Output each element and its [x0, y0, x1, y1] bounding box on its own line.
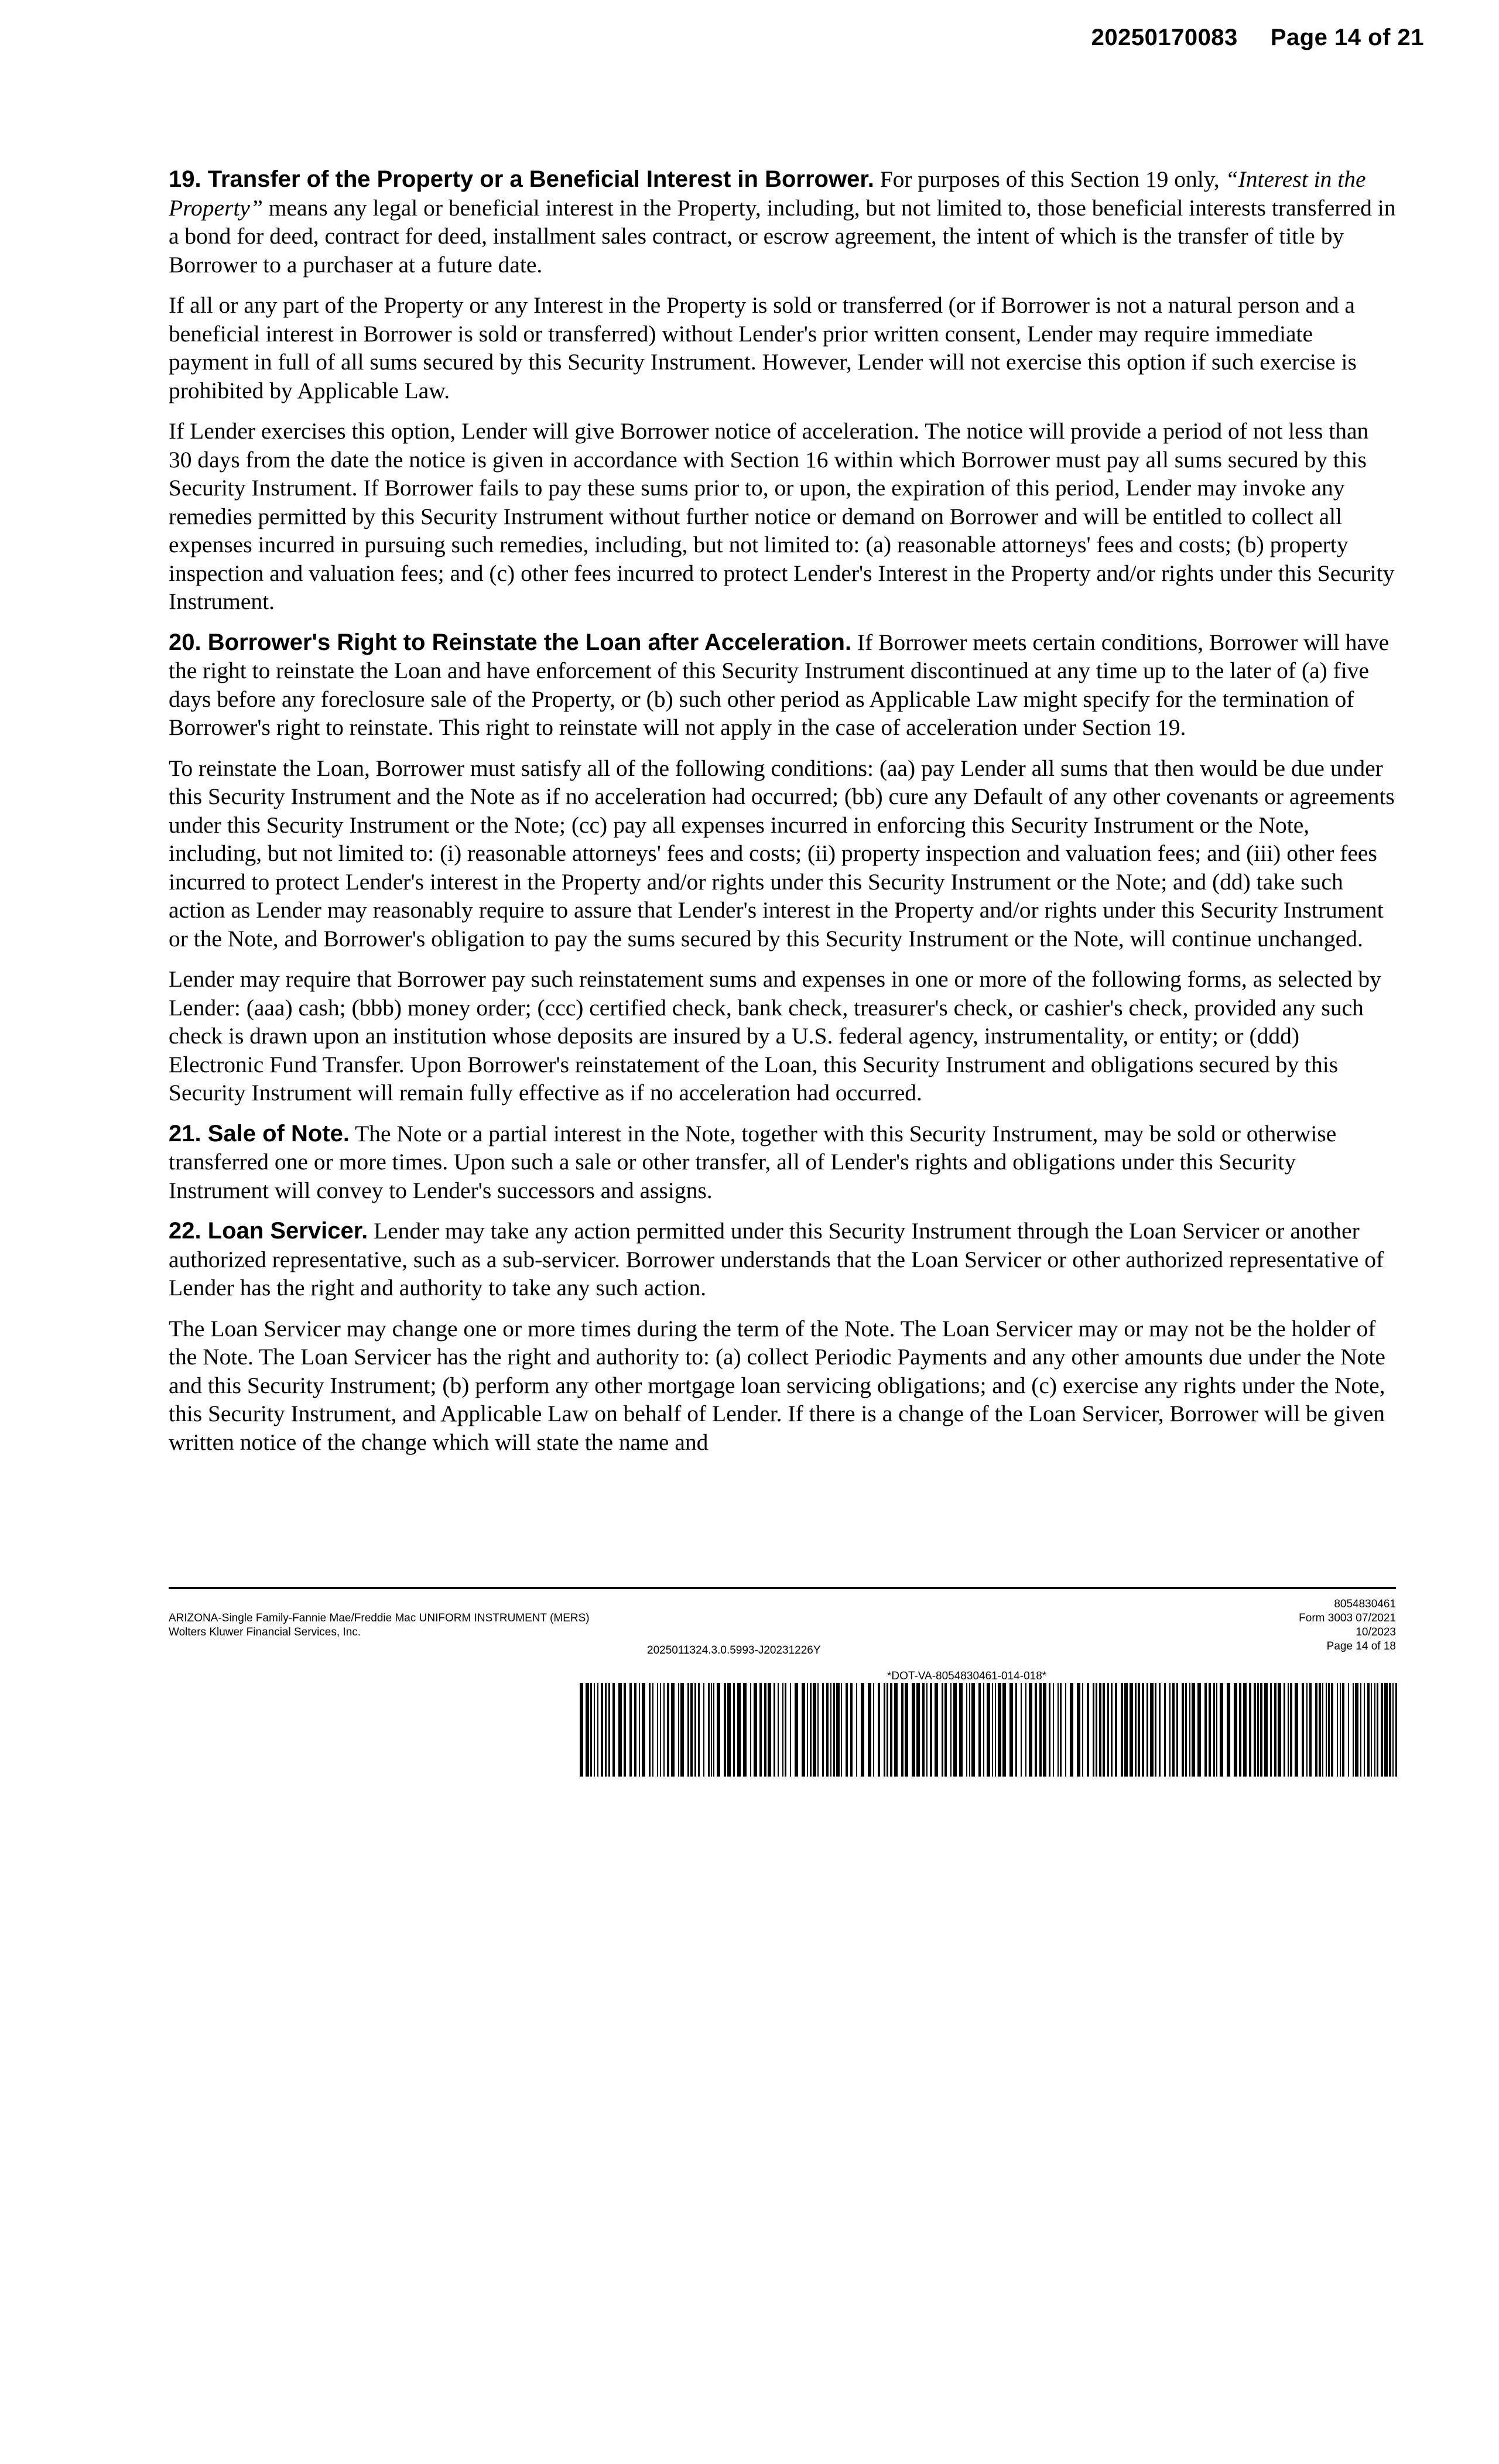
barcode-bar — [1103, 1683, 1105, 1777]
barcode-bar — [698, 1683, 700, 1777]
barcode-bar — [978, 1683, 981, 1777]
barcode-bar — [1220, 1683, 1223, 1777]
barcode-bar — [887, 1683, 888, 1777]
barcode-bar — [1159, 1683, 1161, 1777]
barcode-bar — [807, 1683, 808, 1777]
barcode-bar — [1209, 1683, 1211, 1777]
barcode-bar — [1204, 1683, 1207, 1777]
footer-form-info — [169, 1611, 590, 1640]
barcode-bar — [1189, 1683, 1190, 1777]
form-page: Page 14 of 18 — [1326, 1640, 1396, 1652]
barcode-bar — [671, 1683, 675, 1777]
barcode-bar — [817, 1683, 819, 1777]
section-22-paragraph-1: 22. Loan Servicer. Lender may take any action permitted under this Security Instrument through the Loan Servicer or another authorized representative, such as a sub-servicer. Borrower understands that the Loan Servicer or other authorized representative of Lender has the right and authority to take any such action. — [169, 1218, 1384, 1301]
section-21-paragraph-1: 21. Sale of Note. The Note or a partial interest in the Note, together with this Security Instrument, may be sold or otherwise transferred one or more times. Upon such a sale or other transfer, all of Lender's rights and obligations under this Security Instrument will convey to Lender's successors and assigns. — [169, 1120, 1337, 1203]
barcode-bar — [1315, 1683, 1317, 1777]
barcode-bar — [727, 1683, 731, 1777]
barcode-bar — [813, 1683, 816, 1777]
barcode-bar — [959, 1683, 963, 1777]
barcode-bar — [1087, 1683, 1089, 1777]
barcode-bar — [950, 1683, 952, 1777]
publisher: Wolters Kluwer Financial Services, Inc. — [169, 1626, 361, 1638]
barcode-bar — [1377, 1683, 1378, 1777]
barcode-bar — [1389, 1683, 1391, 1777]
section-22-heading: 22. Loan Servicer. — [169, 1218, 368, 1244]
barcode-bar — [1029, 1683, 1032, 1777]
section-19-paragraph-3: If Lender exercises this option, Lender will give Borrower notice of acceleration. The notice will provide a period of not less than 30 days from the date the notice is given in accordance with Section 16 within which Borrower must pay all sums secured by this Security Instrument. If Borrower fails to pay these sums prior to, or upon, the expiration of this period, Lender may invoke any remedies permitted by this Security Instrument without further notice or demand on Borrower and will be entitled to collect all expenses incurred in pursuing such remedies, including, but not limited to: (a) reasonable attorneys' fees and costs; (b) property inspection and valuation fees; and (c) other fees incurred to protect Lender's Interest in the Property and/or rights under this Security Instrument. — [169, 418, 1395, 614]
loan-number: 8054830461 — [1334, 1598, 1396, 1610]
barcode-bar — [708, 1683, 710, 1777]
barcode-bar — [711, 1683, 712, 1777]
barcode-bar — [1309, 1683, 1312, 1777]
barcode-bar — [1002, 1683, 1006, 1777]
barcode-bar — [690, 1683, 693, 1777]
barcode-bar — [1164, 1683, 1166, 1777]
barcode-bar — [833, 1683, 835, 1777]
barcode-bar — [969, 1683, 970, 1777]
footer-divider — [169, 1587, 1396, 1589]
barcode-bar — [1234, 1683, 1237, 1777]
barcode-bar — [590, 1683, 592, 1777]
page-header — [1091, 25, 1424, 51]
form-number: Form 3003 07/2021 — [1299, 1612, 1396, 1624]
barcode-bar — [1326, 1683, 1327, 1777]
barcode-bar — [1243, 1683, 1247, 1777]
barcode-bar — [1021, 1683, 1022, 1777]
barcode-bar — [667, 1683, 669, 1777]
barcode-bar — [861, 1683, 864, 1777]
barcode-bar — [1135, 1683, 1137, 1777]
section-20-heading: 20. Borrower's Right to Reinstate the Loan after Acceleration. — [169, 629, 852, 655]
barcode-bar — [1328, 1683, 1330, 1777]
barcode-bar — [1070, 1683, 1073, 1777]
document-code: 2025011324.3.0.5993-J20231226Y — [647, 1644, 821, 1657]
barcode-bar — [1043, 1683, 1046, 1777]
barcode-bar — [1392, 1683, 1394, 1777]
barcode-bar — [1065, 1683, 1066, 1777]
barcode-bar — [1355, 1683, 1358, 1777]
barcode-bar — [594, 1683, 595, 1777]
barcode-bar — [1260, 1683, 1262, 1777]
barcode-bar — [1227, 1683, 1230, 1777]
barcode-bar — [1096, 1683, 1097, 1777]
barcode-bar — [724, 1683, 726, 1777]
barcode-bar — [1099, 1683, 1101, 1777]
barcode-bar — [1111, 1683, 1113, 1777]
barcode-bar — [1197, 1683, 1201, 1777]
barcode-bar — [778, 1683, 779, 1777]
barcode-bar — [926, 1683, 928, 1777]
barcode-bar — [1360, 1683, 1361, 1777]
barcode-bar — [830, 1683, 831, 1777]
barcode-bar — [618, 1683, 622, 1777]
barcode-bar — [743, 1683, 747, 1777]
barcode-bar — [737, 1683, 741, 1777]
barcode-bar — [1176, 1683, 1178, 1777]
barcode-bar — [1340, 1683, 1341, 1777]
barcode-bar — [759, 1683, 762, 1777]
barcode-bar — [944, 1683, 947, 1777]
barcode-bar — [868, 1683, 871, 1777]
barcode-bar — [995, 1683, 996, 1777]
barcode-bar — [873, 1683, 874, 1777]
barcode-bar — [901, 1683, 903, 1777]
barcode-bar — [1274, 1683, 1276, 1777]
barcode-bar — [935, 1683, 938, 1777]
barcode-bar — [1239, 1683, 1241, 1777]
barcode-bar — [1302, 1683, 1304, 1777]
defined-term: “Interest in the Property” — [169, 166, 1366, 221]
barcode-bar — [1121, 1683, 1123, 1777]
barcode-bar — [1216, 1683, 1217, 1777]
barcode-bar — [1169, 1683, 1171, 1777]
barcode-bar — [942, 1683, 943, 1777]
barcode-bar — [717, 1683, 720, 1777]
barcode-bar — [703, 1683, 704, 1777]
barcode-bar — [971, 1683, 975, 1777]
barcode-bar — [846, 1683, 848, 1777]
barcode-bar — [750, 1683, 751, 1777]
barcode-bar — [1270, 1683, 1272, 1777]
barcode-bar — [652, 1683, 653, 1777]
barcode-bar — [713, 1683, 714, 1777]
barcode-bar — [1353, 1683, 1354, 1777]
barcode-bar — [660, 1683, 661, 1777]
barcode-bar — [1342, 1683, 1344, 1777]
barcode-bar — [754, 1683, 757, 1777]
barcode-bar — [612, 1683, 615, 1777]
footer-form-meta — [1299, 1597, 1396, 1654]
barcode-bar — [1284, 1683, 1285, 1777]
barcode-bar — [1384, 1683, 1388, 1777]
barcode-bar — [1049, 1683, 1050, 1777]
barcode-bar — [586, 1683, 589, 1777]
barcode-bar — [687, 1683, 689, 1777]
barcode-bar — [878, 1683, 880, 1777]
barcode-bar — [1278, 1683, 1281, 1777]
barcode-bar — [1155, 1683, 1156, 1777]
barcode-bar — [649, 1683, 651, 1777]
barcode-bar — [733, 1683, 735, 1777]
barcode — [580, 1683, 1397, 1777]
barcode-bar — [1306, 1683, 1308, 1777]
barcode-bar — [953, 1683, 957, 1777]
barcode-bar — [1381, 1683, 1383, 1777]
barcode-bar — [1077, 1683, 1080, 1777]
barcode-bar — [580, 1683, 583, 1777]
barcode-bar — [802, 1683, 805, 1777]
barcode-bar — [905, 1683, 908, 1777]
barcode-bar — [790, 1683, 791, 1777]
barcode-bar — [826, 1683, 829, 1777]
barcode-bar — [992, 1683, 993, 1777]
document-body — [169, 165, 1396, 1469]
barcode-bar — [1015, 1683, 1017, 1777]
barcode-bar — [601, 1683, 603, 1777]
barcode-bar — [850, 1683, 853, 1777]
section-19-paragraph-2: If all or any part of the Property or any Interest in the Property is sold or transferred (or if Borrower is not a natural person and a beneficial interest in Borrower is sold or transferred) without Lender's prior written consent, Lender may require immediate payment in full of all sums secured by this Security Instrument. However, Lender will not exercise this option if such exercise is prohibited by Applicable Law. — [169, 292, 1357, 403]
barcode-bar — [1060, 1683, 1062, 1777]
barcode-bar — [1371, 1683, 1372, 1777]
barcode-bar — [1295, 1683, 1298, 1777]
barcode-bar — [890, 1683, 892, 1777]
barcode-bar — [1249, 1683, 1251, 1777]
barcode-bar — [680, 1683, 684, 1777]
barcode-bar — [764, 1683, 766, 1777]
barcode-bar — [1039, 1683, 1042, 1777]
barcode-bar — [1138, 1683, 1140, 1777]
barcode-bar — [1057, 1683, 1059, 1777]
barcode-bar — [1025, 1683, 1026, 1777]
barcode-bar — [884, 1683, 885, 1777]
section-20-paragraph-2: To reinstate the Loan, Borrower must satisfy all of the following conditions: (aa) pay Lender all sums that then would be due under this Security Instrument and the Note as if no acceleration had occurred; (bb) cure any Default of any other covenants or agreements under this Security Instrument or the Note; (cc) pay all expenses incurred in enforcing this Security Instrument or the Note, including, but not limited to: (i) reasonable attorneys' fees and costs; (ii) property inspection and valuation fees; and (iii) other fees incurred to protect Lender's interest in the Property and/or rights under this Security Instrument or the Note; and (dd) take such action as Lender may reasonably require to assure that Lender's interest in the Property and/or rights under this Security Instrument or the Note, and Borrower's obligation to pay the sums secured by this Security Instrument or the Note, will continue unchanged. — [169, 755, 1395, 952]
barcode-bar — [634, 1683, 636, 1777]
barcode-bar — [822, 1683, 824, 1777]
barcode-bar — [605, 1683, 607, 1777]
barcode-bar — [1172, 1683, 1175, 1777]
barcode-bar — [1150, 1683, 1154, 1777]
page-number: Page 14 of 21 — [1270, 25, 1424, 50]
barcode-bar — [966, 1683, 967, 1777]
barcode-bar — [768, 1683, 771, 1777]
barcode-bar — [1082, 1683, 1083, 1777]
barcode-bar — [1093, 1683, 1094, 1777]
barcode-bar — [1107, 1683, 1109, 1777]
barcode-bar — [639, 1683, 640, 1777]
barcode-bar — [1147, 1683, 1148, 1777]
form-revision: 10/2023 — [1356, 1626, 1396, 1638]
barcode-bar — [810, 1683, 812, 1777]
barcode-bar — [912, 1683, 915, 1777]
barcode-bar — [624, 1683, 626, 1777]
barcode-bar — [1331, 1683, 1333, 1777]
barcode-bar — [1364, 1683, 1365, 1777]
barcode-bar — [1257, 1683, 1259, 1777]
barcode-bar — [1035, 1683, 1037, 1777]
barcode-bar — [1395, 1683, 1397, 1777]
barcode-bar — [1374, 1683, 1375, 1777]
barcode-bar — [894, 1683, 898, 1777]
form-title: ARIZONA-Single Family-Fannie Mae/Freddie Mac UNIFORM INSTRUMENT (MERS) — [169, 1612, 590, 1624]
barcode-bar — [1367, 1683, 1370, 1777]
barcode-bar — [998, 1683, 1001, 1777]
barcode-bar — [856, 1683, 857, 1777]
section-19-heading: 19. Transfer of the Property or a Beneficial Interest in Borrower. — [169, 166, 874, 192]
section-20-paragraph-3: Lender may require that Borrower pay such reinstatement sums and expenses in one or more of the following forms, as selected by Lender: (aaa) cash; (bbb) money order; (ccc) certified check, bank check, treasurer's check, or cashier's check, provided any such check is drawn upon an institution whose deposits are insured by a U.S. federal agency, instrumentality, or entity; or (ddd) Electronic Fund Transfer. Upon Borrower's reinstatement of the Loan, this Security Instrument and obligations secured by this Security Instrument will remain fully effective as if no acceleration had occurred. — [169, 966, 1381, 1106]
barcode-bar — [657, 1683, 658, 1777]
document-number: 20250170083 — [1091, 25, 1238, 50]
barcode-bar — [1185, 1683, 1187, 1777]
barcode-label: *DOT-VA-8054830461-014-018* — [887, 1670, 1047, 1682]
barcode-bar — [785, 1683, 786, 1777]
barcode-bar — [1053, 1683, 1054, 1777]
barcode-bar — [1124, 1683, 1128, 1777]
barcode-bar — [663, 1683, 665, 1777]
barcode-bar — [782, 1683, 783, 1777]
section-20-paragraph-1: 20. Borrower's Right to Reinstate the Loan after Acceleration. If Borrower meets certain conditions, Borrower will have the right to reinstate the Loan and have enforcement of this Security Instrument discontinued at any time up to the later of (a) five days before any foreclosure sale of the Property, or (b) such other period as Applicable Law might specify for the termination of Borrower's right to reinstate. This right to reinstate will not apply in the case of acceleration under Section 19. — [169, 629, 1390, 740]
barcode-bar — [987, 1683, 990, 1777]
section-19-paragraph-1: 19. Transfer of the Property or a Beneficial Interest in Borrower. For purposes of this Section 19 only, “Interest in the Property” means any legal or beneficial interest in the Property, including, but not limited to, those beneficial interests transferred in a bond for deed, contract for deed, installment sales contract, or escrow agreement, the intent of which is the transfer of title by Borrower to a purchaser at a future date. — [169, 166, 1396, 278]
barcode-bar — [608, 1683, 610, 1777]
section-22-paragraph-2: The Loan Servicer may change one or more times during the term of the Note. The Loan Servicer may or may not be the holder of the Note. The Loan Servicer has the right and authority to: (a) collect Periodic Payments and any other amounts due under the Note and this Security Instrument; (b) perform any other mortgage loan servicing obligations; and (c) exercise any rights under the Note, this Security Instrument, and Applicable Law on behalf of Lender. If there is a change of the Loan Servicer, Borrower will be given written notice of the change which will state the name and — [169, 1315, 1385, 1455]
barcode-bar — [836, 1683, 840, 1777]
barcode-bar — [694, 1683, 696, 1777]
barcode-bar — [1288, 1683, 1289, 1777]
barcode-bar — [983, 1683, 984, 1777]
barcode-bar — [1130, 1683, 1133, 1777]
barcode-bar — [1254, 1683, 1256, 1777]
barcode-bar — [795, 1683, 798, 1777]
barcode-bar — [1009, 1683, 1013, 1777]
barcode-bar — [678, 1683, 679, 1777]
barcode-bar — [1319, 1683, 1321, 1777]
barcode-bar — [1348, 1683, 1349, 1777]
barcode-bar — [629, 1683, 632, 1777]
barcode-bar — [1213, 1683, 1215, 1777]
barcode-bar — [774, 1683, 775, 1777]
barcode-bar — [916, 1683, 920, 1777]
barcode-bar — [930, 1683, 932, 1777]
barcode-bar — [1290, 1683, 1292, 1777]
barcode-bar — [1322, 1683, 1323, 1777]
barcode-bar — [642, 1683, 645, 1777]
barcode-bar — [922, 1683, 925, 1777]
section-21-heading: 21. Sale of Note. — [169, 1120, 350, 1147]
barcode-bar — [1142, 1683, 1144, 1777]
barcode-bar — [1337, 1683, 1338, 1777]
barcode-bar — [1182, 1683, 1184, 1777]
barcode-bar — [1192, 1683, 1195, 1777]
barcode-bar — [1115, 1683, 1117, 1777]
barcode-bar — [597, 1683, 598, 1777]
barcode-bar — [841, 1683, 842, 1777]
barcode-bar — [1264, 1683, 1268, 1777]
